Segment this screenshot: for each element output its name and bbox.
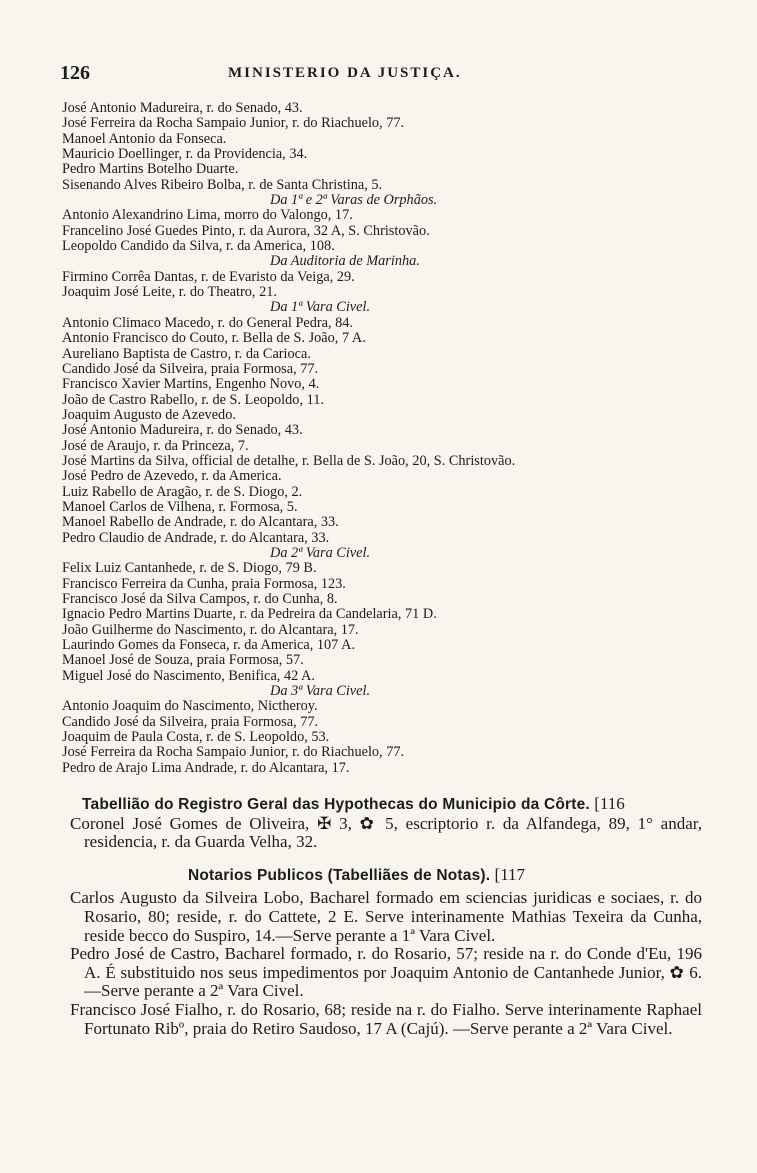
list-item: Antonio Climaco Macedo, r. do General Pedra, 84. (62, 314, 354, 331)
list-item: José Ferreira da Rocha Sampaio Junior, r. do Riachuelo, 77. (62, 115, 405, 132)
list-item: Pedro Claudio de Andrade, r. do Alcantara, 33. (62, 529, 330, 546)
list-item: Ignacio Pedro Martins Duarte, r. da Pedreira da Candelaria, 71 D. (62, 606, 437, 623)
list-item: José Pedro de Azevedo, r. da America. (62, 468, 282, 485)
notario-entry: Francisco José Fialho, r. do Rosario, 68; reside na r. do Fialho. Serve interinamente Raphael Fortunato Ribº, praia do Retiro Saudoso, 17 A (Cajú). —Serve perante a 2ª Vara Civel. (70, 999, 702, 1038)
section-heading: Tabellião do Registro Geral das Hypothecas do Municipio da Côrte. (82, 796, 590, 813)
list-item: Antonio Francisco do Couto, r. Bella de S. João, 7 A. (62, 330, 366, 347)
list-item: Candido José da Silveira, praia Formosa, 77. (62, 360, 319, 377)
list-item: Manoel Rabello de Andrade, r. do Alcantara, 33. (62, 514, 339, 531)
list-item: José Antonio Madureira, r. do Senado, 43. (62, 100, 303, 116)
list-item: José de Araujo, r. da Princeza, 7. (62, 437, 249, 454)
list-item: Manoel José de Souza, praia Formosa, 57. (62, 652, 304, 669)
notarial-sections (62, 795, 702, 1038)
section-ref: [117 (494, 864, 526, 884)
list-item: Aureliano Baptista de Castro, r. da Carioca. (62, 345, 311, 362)
list-item: Antonio Joaquim do Nascimento, Nictheroy. (62, 698, 318, 715)
list-item: Pedro Martins Botelho Duarte. (62, 161, 239, 178)
list-item: Luiz Rabello de Aragão, r. de S. Diogo, 2. (62, 483, 303, 500)
list-item: Laurindo Gomes da Fonseca, r. da America, 107 A. (62, 637, 356, 654)
list-item: Joaquim de Paula Costa, r. de S. Leopoldo, 53. (62, 729, 330, 746)
list-item: José Ferreira da Rocha Sampaio Junior, r. do Riachuelo, 77. (62, 744, 405, 761)
list-item: José Martins da Silva, official de detalhe, r. Bella de S. João, 20, S. Christovão. (62, 452, 516, 469)
list-item: Joaquim José Leite, r. do Theatro, 21. (62, 284, 277, 301)
entries-block (62, 101, 702, 776)
section-heading: Notarios Publicos (Tabelliães de Notas). (188, 866, 491, 884)
list-item: Leopoldo Candido da Silva, r. da America, 108. (62, 238, 335, 255)
section-ref: [116 (594, 794, 625, 813)
list-item: Antonio Alexandrino Lima, morro do Valongo, 17. (62, 207, 353, 224)
subheading-vara-3: Da 3ª Vara Civel. (270, 683, 371, 700)
list-item: Francisco Ferreira da Cunha, praia Formosa, 123. (62, 575, 346, 592)
page-number: 126 (60, 62, 90, 84)
list-item: Francisco Xavier Martins, Engenho Novo, 4. (62, 376, 320, 393)
subheading-marinha: Da Auditoria de Marinha. (270, 253, 420, 270)
list-group-e (62, 561, 702, 684)
notario-entry: Carlos Augusto da Silveira Lobo, Bacharel formado em sciencias juridicas e sociaes, r. do Rosario, 80; reside, r. do Cattete, 2 E. Serve interinamente Mathias Texeira da Cunha, reside becco do Suspiro, 14.—Serve perante a 1ª Vara Civel. (70, 888, 702, 945)
subheading-orphaos: Da 1ª e 2ª Varas de Orphãos. (270, 192, 438, 209)
list-group-c (62, 270, 702, 301)
list-group-d (62, 316, 702, 546)
list-group-a (62, 101, 702, 193)
list-group-f (62, 699, 702, 776)
list-item: Manoel Antonio da Fonseca. (62, 130, 227, 147)
list-item: João de Castro Rabello, r. de S. Leopoldo, 11. (62, 391, 324, 408)
list-item: Mauricio Doellinger, r. da Providencia, 34. (62, 146, 308, 163)
list-item: Sisenando Alves Ribeiro Bolba, r. de Santa Christina, 5. (62, 176, 383, 193)
subheading-vara-2: Da 2ª Vara Civel. (270, 544, 371, 561)
tabelliao-entry: Coronel José Gomes de Oliveira, ✠ 3, ✿ 5, escriptorio r. da Alfandega, 89, 1° andar, residencia, r. da Guarda Velha, 32. (70, 813, 702, 852)
list-item: Felix Luiz Cantanhede, r. de S. Diogo, 79 B. (62, 560, 317, 577)
notarios-heading-line (62, 866, 702, 886)
list-item: Francelino José Guedes Pinto, r. da Aurora, 32 A, S. Christovão. (62, 222, 430, 239)
list-item: Firmino Corrêa Dantas, r. de Evaristo da Veiga, 29. (62, 268, 355, 285)
tabelliao-heading-line (62, 795, 702, 815)
list-item: João Guilherme do Nascimento, r. do Alcantara, 17. (62, 621, 359, 638)
list-group-b (62, 208, 702, 254)
notario-entry: Pedro José de Castro, Bacharel formado, r. do Rosario, 57; reside na r. do Conde d'Eu, 196 A. É substituido nos seus impedimentos por Joaquim Antonio de Cantanhede Junior, ✿ 6.—Serve perante a 2ª Vara Civel. (70, 944, 702, 1001)
page-header (60, 62, 620, 86)
list-item: José Antonio Madureira, r. do Senado, 43. (62, 422, 303, 439)
list-item: Candido José da Silveira, praia Formosa, 77. (62, 713, 319, 730)
list-item: Joaquim Augusto de Azevedo. (62, 406, 236, 423)
list-item: Miguel José do Nascimento, Benifica, 42 A. (62, 667, 315, 684)
subheading-vara-1: Da 1ª Vara Civel. (270, 299, 371, 316)
running-title: MINISTERIO DA JUSTIÇA. (228, 65, 462, 81)
list-item: Pedro de Arajo Lima Andrade, r. do Alcantara, 17. (62, 759, 350, 776)
list-item: Manoel Carlos de Vilhena, r. Formosa, 5. (62, 498, 298, 515)
list-item: Francisco José da Silva Campos, r. do Cunha, 8. (62, 591, 338, 607)
